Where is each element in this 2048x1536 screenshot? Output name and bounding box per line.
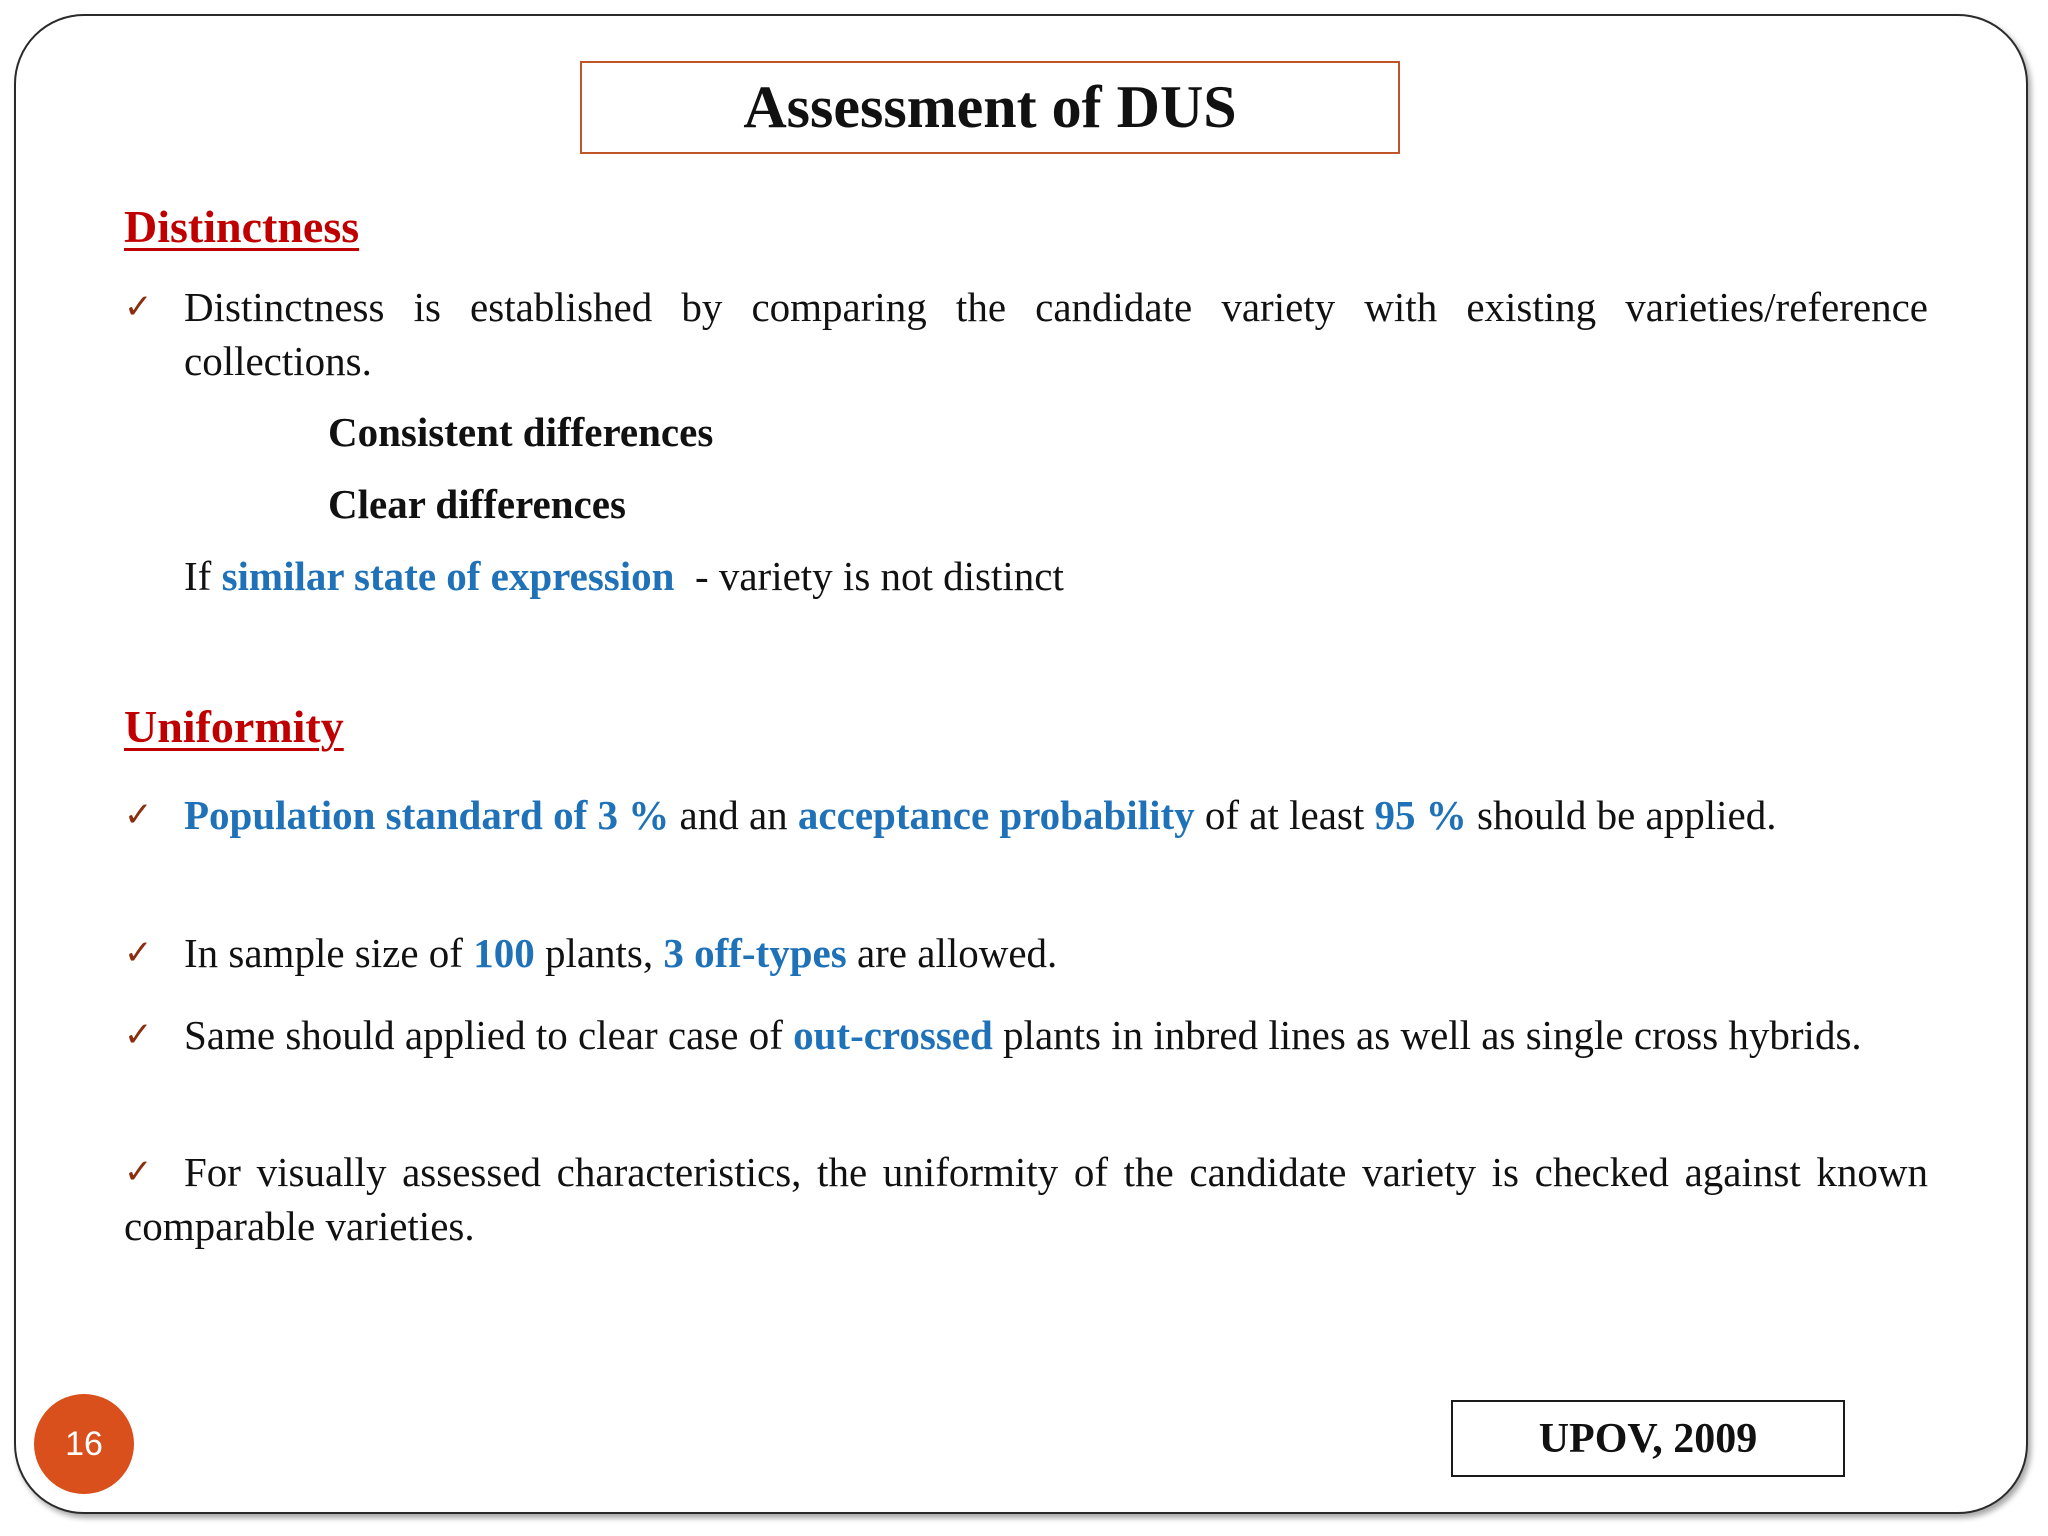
out-crossed-highlight: out-crossed [793, 1012, 993, 1058]
check-icon: ✓ [124, 287, 153, 327]
text-segment: should be applied. [1466, 792, 1777, 838]
bullet-text: For visually assessed characteristics, the uniformity of the candidate variety is checked against known comparable varieties. [124, 1149, 1928, 1249]
check-icon: ✓ [124, 795, 153, 835]
similar-state-highlight: similar state of expression [221, 553, 675, 599]
similar-expression-line [184, 552, 1064, 600]
line-prefix: If [184, 553, 222, 599]
bullet-text [124, 926, 1928, 980]
clear-differences: Clear differences [328, 481, 626, 527]
uniformity-bullet-2 [124, 926, 1928, 980]
text-segment: plants, [534, 930, 664, 976]
bullet-text: Distinctness is established by comparing the candidate variety with existing varieties/reference collections. [184, 284, 1928, 384]
uniformity-heading: Uniformity [124, 701, 344, 752]
uniformity-bullet-3 [124, 1008, 1928, 1062]
text-segment: plants in inbred lines as well as single cross hybrids. [992, 1012, 1862, 1058]
text-segment: In sample size of [184, 930, 474, 976]
percent-95-highlight: 95 % [1374, 792, 1467, 838]
text-segment: and an [669, 792, 798, 838]
check-icon: ✓ [124, 1152, 153, 1192]
bullet-text [124, 788, 1928, 842]
distinctness-heading: Distinctness [124, 201, 360, 252]
reference-box: UPOV, 2009 [1451, 1400, 1845, 1477]
sample-100-highlight: 100 [473, 930, 535, 976]
line-suffix: - variety is not distinct [674, 553, 1064, 599]
consistent-differences: Consistent differences [328, 409, 714, 455]
bullet-text [124, 1008, 1928, 1062]
text-segment: Same should applied to clear case of [184, 1012, 794, 1058]
slide-title: Assessment of DUS [743, 74, 1237, 140]
uniformity-bullet-1 [124, 788, 1928, 842]
population-standard-highlight: Population standard of 3 % [184, 792, 670, 838]
text-segment: are allowed. [846, 930, 1058, 976]
check-icon: ✓ [124, 933, 153, 973]
check-icon: ✓ [124, 1015, 153, 1055]
text-segment: of at least [1194, 792, 1375, 838]
title-box [580, 61, 1400, 154]
page-number-badge: 16 [34, 1394, 134, 1494]
acceptance-probability-highlight: acceptance probability [797, 792, 1195, 838]
uniformity-bullet-4 [124, 1145, 1928, 1253]
off-types-highlight: 3 off-types [663, 930, 847, 976]
distinctness-bullet [124, 280, 1928, 388]
